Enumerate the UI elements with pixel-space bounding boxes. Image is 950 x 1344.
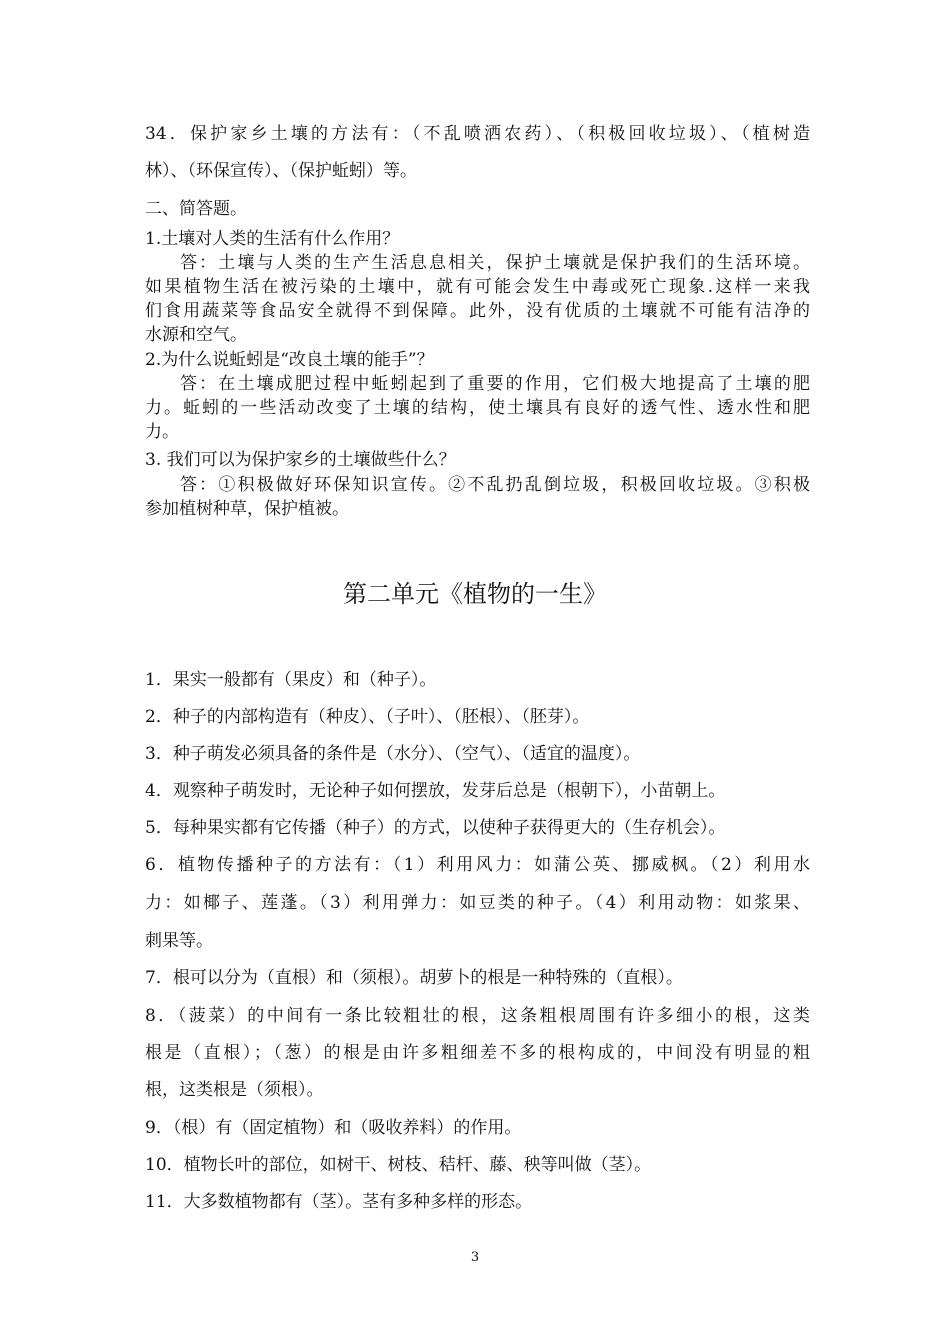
unit2-line-8: 刺果等。 [145, 931, 213, 951]
answer-1-line-2: 如果植物生活在被污染的土壤中，就有可能会发生中毒或死亡现象.这样一来我 [145, 277, 810, 297]
question-3: 3. 我们可以为保护家乡的土壤做些什么？ [145, 450, 456, 470]
answer-2-line-2: 力。蚯蚓的一些活动改变了土壤的结构，使土壤具有良好的透气性、透水性和肥 [145, 398, 810, 418]
unit2-line-10: 8．（菠菜）的中间有一条比较粗壮的根，这条粗根周围有许多细小的根，这类 [145, 1006, 810, 1026]
item-34-line-2: 林）、（环保宣传）、（保护蚯蚓）等。 [145, 161, 417, 181]
answer-2-line-3: 力。 [145, 422, 179, 442]
answer-3-line-2: 参加植树种草，保护植被。 [145, 499, 349, 519]
unit-title: 第二单元《植物的一生》 [343, 580, 607, 608]
unit2-line-1: 1．果实一般都有（果皮）和（种子）。 [145, 670, 437, 690]
answer-1-line-3: 们食用蔬菜等食品安全就得不到保障。此外，没有优质的土壤就不可能有洁净的 [145, 301, 810, 321]
unit2-line-15: 11．大多数植物都有（茎）。茎有多种多样的形态。 [145, 1192, 533, 1212]
unit2-line-7: 力：如椰子、莲蓬。（3）利用弹力：如豆类的种子。（4）利用动物：如浆果、 [145, 893, 810, 913]
unit2-line-9: 7．根可以分为（直根）和（须根）。胡萝卜的根是一种特殊的（直根）。 [145, 968, 683, 988]
question-1: 1.土壤对人类的生活有什么作用？ [145, 229, 400, 249]
short-answer-heading: 二、简答题。 [145, 199, 247, 219]
unit2-line-6: 6．植物传播种子的方法有：（1）利用风力：如蒲公英、挪威枫。（2）利用水 [145, 855, 810, 875]
answer-1-line-1: 答：土壤与人类的生产生活息息相关，保护土壤就是保护我们的生活环境。 [180, 253, 810, 273]
unit2-line-3: 3．种子萌发必须具备的条件是（水分）、（空气）、（适宜的温度）。 [145, 744, 641, 764]
answer-1-line-4: 水源和空气。 [145, 325, 247, 345]
unit2-line-12: 根，这类根是（须根）。 [145, 1080, 324, 1100]
page-number: 3 [470, 1250, 480, 1265]
unit2-line-13: 9．（根）有（固定植物）和（吸收养料）的作用。 [145, 1118, 522, 1138]
unit2-line-4: 4．观察种子萌发时，无论种子如何摆放，发芽后总是（根朝下），小苗朝上。 [145, 781, 726, 801]
question-2: 2.为什么说蚯蚓是“改良土壤的能手”？ [145, 350, 434, 370]
unit2-line-14: 10．植物长叶的部位，如树干、树枝、秸杆、藤、秧等叫做（茎）。 [145, 1155, 652, 1175]
answer-3-line-1: 答：①积极做好环保知识宣传。②不乱扔乱倒垃圾，积极回收垃圾。③积极 [180, 475, 810, 495]
unit2-line-2: 2．种子的内部构造有（种皮）、（子叶）、（胚根）、（胚芽）。 [145, 707, 590, 727]
answer-2-line-1: 答：在土壤成肥过程中蚯蚓起到了重要的作用，它们极大地提高了土壤的肥 [180, 374, 810, 394]
unit2-line-5: 5．每种果实都有它传播（种子）的方式，以使种子获得更大的（生存机会）。 [145, 818, 726, 838]
item-34-line-1: 34．保护家乡土壤的方法有：（不乱喷洒农药）、（积极回收垃圾）、（植树造 [145, 124, 810, 144]
unit2-line-11: 根是（直根）；（葱）的根是由许多粗细差不多的根构成的，中间没有明显的粗 [145, 1043, 810, 1063]
